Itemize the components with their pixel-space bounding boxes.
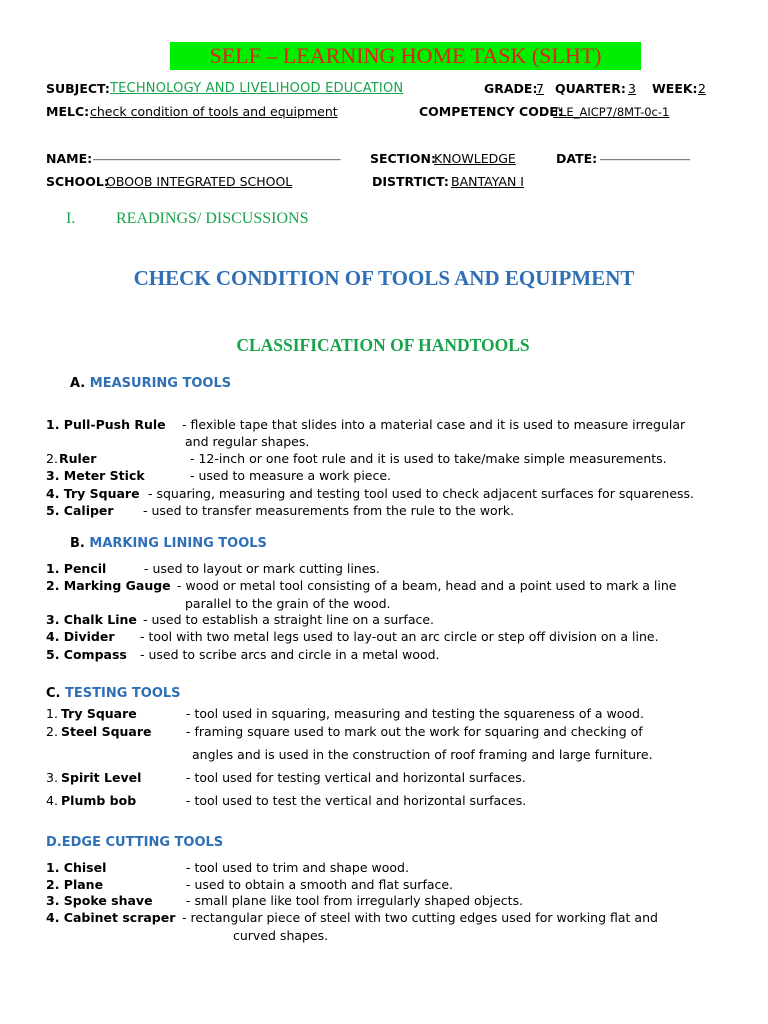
term: 4. Cabinet scraper xyxy=(46,910,176,925)
section-number: I. xyxy=(66,210,76,227)
term: 3. Chalk Line xyxy=(46,612,137,627)
date-blank: ____________________ xyxy=(600,151,690,161)
date-label: DATE: xyxy=(556,151,598,166)
definition: - tool used in squaring, measuring and testing the squareness of a wood. xyxy=(186,706,644,721)
definition-continued: curved shapes. xyxy=(233,928,329,943)
section-label: SECTION: xyxy=(370,151,436,166)
category-c-label: TESTING TOOLS xyxy=(65,686,181,701)
grade-label: GRADE: xyxy=(484,81,538,96)
subtitle: CLASSIFICATION OF HANDTOOLS xyxy=(236,335,530,355)
term: Try Square xyxy=(61,706,137,721)
district-label: DISTRTICT: xyxy=(372,174,449,189)
term-number: 1. xyxy=(46,706,58,721)
term-number: 3. xyxy=(46,770,58,785)
quarter-value: 3 xyxy=(628,81,636,96)
definition: - used to measure a work piece. xyxy=(190,468,392,483)
school-value: OBOOB INTEGRATED SCHOOL xyxy=(106,174,293,189)
definition: - tool used to trim and shape wood. xyxy=(186,860,409,875)
main-title: CHECK CONDITION OF TOOLS AND EQUIPMENT xyxy=(133,266,635,290)
term: 5. Compass xyxy=(46,647,127,662)
competency-value: TLE_AICP7/8MT-0c-1 xyxy=(553,105,670,119)
category-a-prefix: A. xyxy=(70,376,86,391)
term: 2. Plane xyxy=(46,877,104,892)
melc-value: check condition of tools and equipment xyxy=(90,104,338,119)
term: 1. Pull-Push Rule xyxy=(46,417,166,432)
category-c-heading xyxy=(46,686,181,702)
term: 1. Pencil xyxy=(46,561,107,576)
term-number: 2. xyxy=(46,724,58,739)
district-value: BANTAYAN I xyxy=(451,174,524,189)
category-a-label: MEASURING TOOLS xyxy=(89,376,232,391)
term-number: 2. xyxy=(46,451,58,466)
category-b-heading xyxy=(70,536,267,552)
definition: - 12-inch or one foot rule and it is used to take/make simple measurements. xyxy=(190,451,667,466)
term: 1. Chisel xyxy=(46,860,107,875)
category-b-prefix: B. xyxy=(70,536,85,551)
definition: - tool used for testing vertical and horizontal surfaces. xyxy=(186,770,526,785)
melc-label: MELC: xyxy=(46,104,90,119)
term: Ruler xyxy=(59,451,97,466)
definition: - framing square used to mark out the work for squaring and checking of xyxy=(186,724,643,739)
subject-label: SUBJECT: xyxy=(46,81,110,96)
quarter-label: QUARTER: xyxy=(555,81,626,96)
competency-label: COMPETENCY CODE: xyxy=(419,104,563,119)
definition: - tool used to test the vertical and horizontal surfaces. xyxy=(186,793,527,808)
grade-value: 7 xyxy=(536,81,544,96)
week-value: 2 xyxy=(698,81,706,96)
category-a-heading xyxy=(70,376,231,392)
week-label: WEEK: xyxy=(652,81,698,96)
term: 4. Try Square xyxy=(46,486,140,501)
section-heading: READINGS/ DISCUSSIONS xyxy=(116,210,309,227)
definition: - wood or metal tool consisting of a beam, head and a point used to mark a line xyxy=(177,578,677,593)
definition-continued: angles and is used in the construction of roof framing and large furniture. xyxy=(192,747,653,762)
definition: - rectangular piece of steel with two cutting edges used for working flat and xyxy=(182,910,658,925)
definition: - small plane like tool from irregularly shaped objects. xyxy=(186,893,524,908)
term: Steel Square xyxy=(61,724,152,739)
name-blank: _______________________________________________________ xyxy=(93,151,341,161)
term: 3. Spoke shave xyxy=(46,893,153,908)
section-value: KNOWLEDGE xyxy=(434,151,516,166)
term: 2. Marking Gauge xyxy=(46,578,171,593)
term-number: 4. xyxy=(46,793,58,808)
subject-value: TECHNOLOGY AND LIVELIHOOD EDUCATION xyxy=(110,81,404,96)
definition: - used to obtain a smooth and flat surface. xyxy=(186,877,454,892)
term: 4. Divider xyxy=(46,629,115,644)
term: 5. Caliper xyxy=(46,503,114,518)
definition-continued: parallel to the grain of the wood. xyxy=(185,596,391,611)
definition: - used to transfer measurements from the rule to the work. xyxy=(143,503,515,518)
name-label: NAME: xyxy=(46,151,93,166)
definition: - flexible tape that slides into a material case and it is used to measure irregular xyxy=(182,417,686,432)
category-d-heading: D.EDGE CUTTING TOOLS xyxy=(46,835,224,850)
term: Plumb bob xyxy=(61,793,137,808)
term: 3. Meter Stick xyxy=(46,468,145,483)
definition: - tool with two metal legs used to lay-out an arc circle or step off division on a line. xyxy=(140,629,659,644)
definition: - squaring, measuring and testing tool used to check adjacent surfaces for squareness. xyxy=(148,486,695,501)
definition-continued: and regular shapes. xyxy=(185,434,310,449)
category-c-prefix: C. xyxy=(46,686,61,701)
category-b-label: MARKING LINING TOOLS xyxy=(89,536,267,551)
definition: - used to layout or mark cutting lines. xyxy=(144,561,380,576)
page-title: SELF – LEARNING HOME TASK (SLHT) xyxy=(209,43,602,68)
definition: - used to establish a straight line on a surface. xyxy=(143,612,435,627)
school-label: SCHOOL: xyxy=(46,174,109,189)
definition: - used to scribe arcs and circle in a metal wood. xyxy=(140,647,440,662)
term: Spirit Level xyxy=(61,770,142,785)
